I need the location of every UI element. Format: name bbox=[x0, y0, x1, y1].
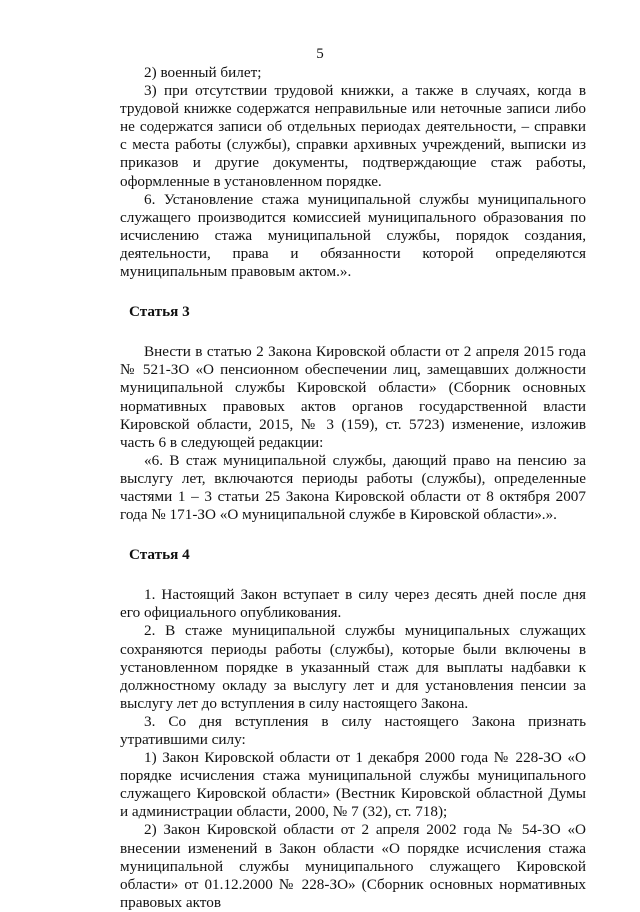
paragraph: 6. Установление стажа муниципальной службы муниципального служащего производится комиссией муниципального образования по исчислению стажа муниципальной службы, порядок создания, деятельности, права и обязанности которой определяются муниципальным правовым актом.». bbox=[120, 190, 586, 281]
paragraph: «6. В стаж муниципальной службы, дающий право на пенсию за выслугу лет, включаются периоды работы (службы), определенные частями 1 – 3 статьи 25 Закона Кировской области от 8 октября 2007 года № 171-ЗО «О муниципальной службе в Кировской области».». bbox=[120, 451, 586, 524]
article-4-heading: Статья 4 bbox=[129, 546, 190, 564]
paragraph: 3) при отсутствии трудовой книжки, а также в случаях, когда в трудовой книжке содержатся неправильные или неточные записи либо не содержатся записи об отдельных периодах деятельности, – справки с места работы (службы), справки архивных учреждений, выписки из приказов и другие документы, подтверждающие стаж работы, оформленные в установленном порядке. bbox=[120, 82, 586, 190]
paragraph: 2) военный билет; bbox=[144, 64, 262, 81]
paragraph: 1) Закон Кировской области от 1 декабря 2000 года № 228-ЗО «О порядке исчисления стажа муниципальной службы муниципального служащего Кировской области» (Вестник Кировской областной Думы и администрации области, 2000, № 7 (32), ст. 718); bbox=[120, 749, 586, 821]
paragraph: 2. В стаже муниципальной службы муниципальных служащих сохраняются периоды работы (службы), которые были включены в установленном порядке в указанный стаж для выплаты надбавки к должностному окладу за выслугу лет и для установления пенсии за выслугу лет до вступления в силу настоящего Закона. bbox=[120, 622, 586, 712]
paragraph: 1. Настоящий Закон вступает в силу через десять дней после дня его официального опубликования. bbox=[120, 586, 586, 622]
document-body bbox=[120, 64, 586, 912]
paragraph: 2) Закон Кировской области от 2 апреля 2002 года № 54-ЗО «О внесении изменений в Закон области «О порядке исчисления стажа муниципальной службы муниципального служащего Кировской области» от 01.12.2000 № 228-ЗО» (Сборник основных нормативных правовых актов bbox=[120, 821, 586, 911]
article-3-heading: Статья 3 bbox=[129, 303, 190, 321]
paragraph: Внести в статью 2 Закона Кировской области от 2 апреля 2015 года № 521-ЗО «О пенсионном обеспечении лиц, замещавших должности муниципальной службы Кировской области» (Сборник основных нормативных правовых актов органов государственной власти Кировской области, 2015, № 3 (159), ст. 5723) изменение, изложив часть 6 в следующей редакции: bbox=[120, 343, 586, 451]
paragraph: 3. Со дня вступления в силу настоящего Закона признать утратившими силу: bbox=[120, 712, 586, 748]
page-number: 5 bbox=[316, 46, 324, 62]
